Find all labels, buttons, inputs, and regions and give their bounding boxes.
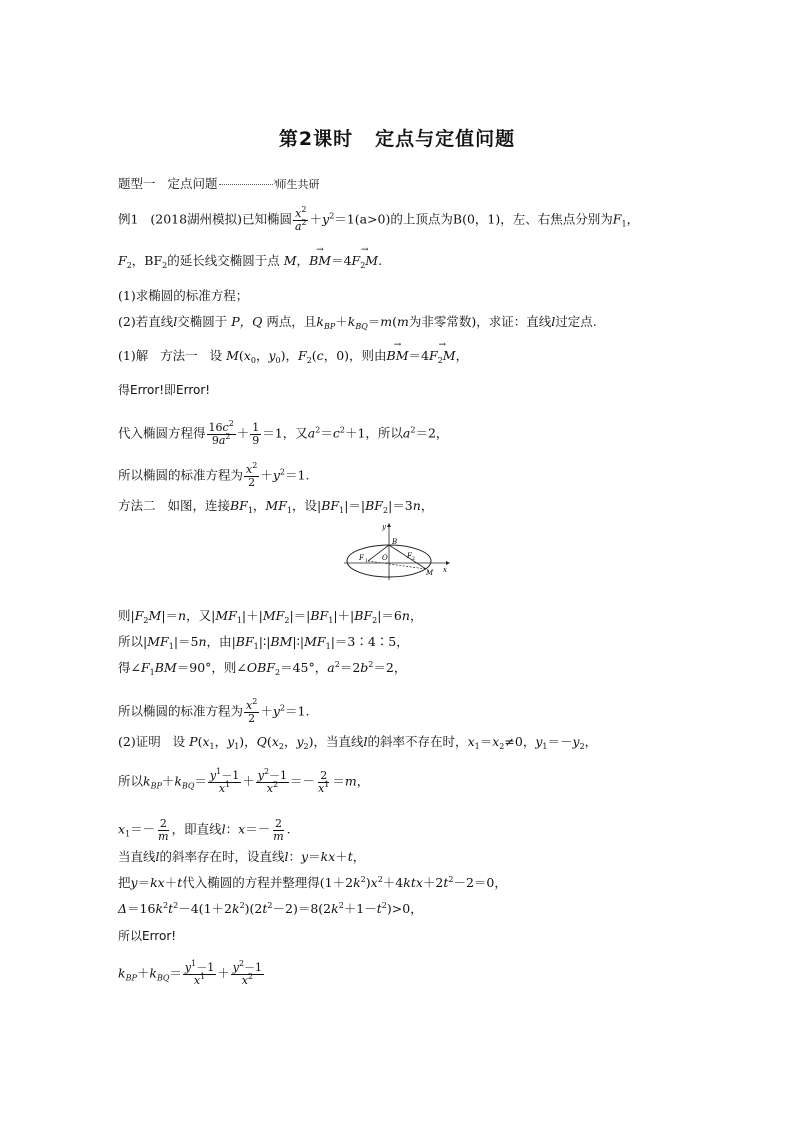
- fraction: $\frac{y^1-1}{x^1}$: [184, 959, 215, 987]
- lesson-topic: 定点与定值问题: [375, 128, 516, 150]
- part-2: (2)若直线l交椭圆于 P，Q 两点，且$k_{BP}+k_{BQ}=m(m$为非零常数)，求证：直线l过定点.: [118, 314, 597, 331]
- relation-line-3: 得$\angle F_1BM=90^\circ$，则$\angle OBF_2=45^\circ$，$a^2=2b^2=2$，: [118, 660, 407, 677]
- example-text: 已知椭圆: [241, 211, 292, 227]
- solution-text: ，即直线: [171, 821, 222, 837]
- solution-text: ，设: [292, 498, 318, 513]
- proof-line-5: 把y＝kx＋t代入椭圆的方程并整理得$(1+2k^2)x^2+4ktx+2t^2-2=0$，: [118, 875, 507, 890]
- part-2-text: (2)若直线: [118, 314, 174, 329]
- label-x: x: [443, 566, 447, 574]
- solution-text: 所以: [118, 634, 144, 649]
- proof-line-1: (2)证明 设 $P(x_1$，$y_1$)，$Q(x_2$，$y_2$)，当直线l的斜率不存在时，$x_1=x_2\ne 0$，$y_1=-y_2$，: [118, 734, 598, 751]
- solution-text: ，则由: [349, 348, 387, 363]
- mode-label: 师生共研: [275, 178, 320, 191]
- proof-line-6: $\Delta=16k^2t^2-4(1+2k^2)(2t^2-2)=8(2k^2+1-t^2)>0$，: [118, 901, 423, 916]
- solution-text: 设: [209, 348, 223, 363]
- label-f2: F: [407, 552, 412, 560]
- section-header: [118, 178, 319, 191]
- label-m: M: [426, 569, 434, 577]
- fraction: $\frac{y^2-1}{x^2}$: [232, 959, 263, 987]
- solution-text: 则: [118, 608, 131, 623]
- part-2-text: 过定点.: [555, 314, 597, 329]
- proof-line-7: $k_{BP}+k_{BQ}=$ $\frac{y^1-1}{x^1}$ ＋ $\frac{y^2-1}{x^2}$: [118, 959, 263, 987]
- part-1: (1)求椭圆的标准方程；: [118, 288, 249, 303]
- method-2-line: 方法二 如图，连接$BF_1$，$MF_1$，设$|BF_1|=|BF_2|=3n$，: [118, 498, 434, 515]
- solution-text: 所以椭圆的标准方程为: [118, 703, 244, 719]
- dotted-arrow-icon: [219, 184, 273, 185]
- example-text: ，左、右焦点分别为: [500, 211, 613, 227]
- standard-eq-1: 所以椭圆的标准方程为 $\frac{x^2}{2}$ $+y^2=1$.: [118, 461, 310, 489]
- example-line-1: 例1 (2018湖州模拟)已知椭圆 $\frac{x^2}{a^2}$ $+y^2=1(a>0)$的上顶点为B(0，1)，左、右焦点分别为$F_1$，: [118, 205, 640, 233]
- solution-text: ＝3∶4∶5，: [334, 634, 409, 649]
- solution-text: ，又: [282, 425, 308, 441]
- label-f2-sub: 2: [412, 557, 415, 562]
- solution-text: ，当直线: [313, 734, 364, 749]
- relation-line-2: 所以$|MF_1|=5n$，由$|BF_1|∶|BM|∶|MF_1|=3∶4∶5$，: [118, 634, 409, 651]
- solution-text: 所以: [118, 773, 144, 789]
- solution-text: 如图，连接: [167, 498, 230, 513]
- proof-line-3: $x_1=-$ $\frac{2}{m}$ ，即直线l：x＝－ $\frac{2}{m}$ .: [118, 817, 291, 843]
- part-2-text: 两点，且: [266, 314, 317, 329]
- solution-text: 得∠: [118, 660, 141, 675]
- example-point-b: B(0，1): [452, 211, 501, 227]
- topic-label: 定点问题: [167, 176, 218, 191]
- solution-text: 设: [172, 734, 186, 749]
- example-line-2: $F_2$，$BF_2$的延长线交椭圆于点 M，→ $BM=4\to F_2M$.: [118, 255, 382, 268]
- part-2-points: P，Q: [231, 314, 263, 329]
- method-label: 方法二: [118, 498, 156, 513]
- solution-line-1: (1)解 方法一 设 $M(x_0$，$y_0$)，$F_2(c$，0)，则由→ $BM=4\to F_2M$，: [118, 350, 468, 363]
- example-text: ，BF: [131, 253, 163, 268]
- fraction: $\frac{2}{m}$: [158, 817, 169, 843]
- x-axis-arrow: [446, 561, 450, 565]
- solution-text: ＝90°，则∠: [176, 660, 247, 675]
- proof-line-4: 当直线l的斜率存在时，设直线l：y＝kx＋t，: [118, 849, 366, 864]
- error-line-1: 得Error!即Error!: [118, 383, 211, 397]
- solution-text: 把: [118, 875, 131, 890]
- solution-text: 当直线: [118, 849, 156, 864]
- lesson-number: 第2课时: [278, 128, 354, 150]
- example-text: 的上顶点为: [390, 211, 453, 227]
- solution-label: (1)解: [118, 348, 149, 363]
- solution-text: ，又: [186, 608, 212, 623]
- ellipse-figure: [342, 520, 454, 582]
- fraction: $\frac{1}{9}$: [252, 421, 260, 447]
- solution-text: 代入椭圆的方程并整理得: [182, 875, 320, 890]
- part-2-text: 交椭圆于: [177, 314, 228, 329]
- fraction: $\frac{2}{x^1}$: [318, 769, 330, 795]
- label-b: B: [392, 538, 398, 546]
- method-label: 方法一: [160, 348, 198, 363]
- fraction: $\frac{y^2-1}{x^2}$: [257, 767, 288, 795]
- y-axis-arrow: [387, 523, 391, 527]
- substitution-line: 代入椭圆方程得 $\frac{16c^2}{9a^2}$ ＋ $\frac{1}{9}$ ＝1，又$a^2=c^2+1$，所以$a^2=2$，: [118, 419, 449, 447]
- part-2-text: 为非零常数)，求证：直线: [408, 314, 552, 329]
- solution-text: ＝45°，: [280, 660, 328, 675]
- label-f1: F: [359, 554, 364, 562]
- solution-text: 的斜率存在时，设直线: [159, 849, 285, 864]
- segment-f1m: [368, 561, 426, 569]
- fraction: $\frac{2}{m}$: [273, 817, 284, 843]
- point-m: M: [283, 253, 297, 268]
- fraction: $\frac{x^2}{2}$: [246, 461, 258, 489]
- example-source: (2018湖州模拟): [150, 211, 242, 227]
- example-label: 例1: [118, 211, 139, 227]
- standard-eq-2: 所以椭圆的标准方程为 $\frac{x^2}{2}$ $+y^2=1$.: [118, 697, 310, 725]
- page-title: [0, 124, 794, 151]
- solution-text: 代入椭圆方程得: [118, 425, 206, 441]
- example-condition: (a>0): [354, 211, 391, 227]
- solution-text: 的斜率不存在时，: [367, 734, 468, 749]
- proof-line-2: 所以$k_{BP}+k_{BQ}=$ $\frac{y^1-1}{x^1}$ ＋ $\frac{y^2-1}{x^2}$ ＝－ $\frac{2}{x^1}$ ＝m，: [118, 767, 370, 795]
- label-f1-sub: 1: [365, 559, 368, 564]
- focus-label: F: [118, 253, 127, 268]
- fraction: $\frac{y^1-1}{x^1}$: [209, 767, 240, 795]
- type-label: 题型一: [118, 176, 156, 191]
- example-text: 的延长线交椭圆于点: [167, 253, 280, 268]
- solution-text: 所以椭圆的标准方程为: [118, 467, 244, 483]
- proof-label: (2)证明: [118, 734, 161, 749]
- label-y: y: [382, 523, 386, 531]
- relation-line-1: 则$|F_2M|=n$，又$|MF_1|+|MF_2|=|BF_1|+|BF_2|=6n$，: [118, 608, 423, 625]
- label-o: O: [382, 554, 388, 562]
- solution-text: ，由: [206, 634, 232, 649]
- error-line-2: 所以Error!: [118, 929, 177, 943]
- solution-text: ，所以: [365, 425, 403, 441]
- fraction: $\frac{16c^2}{9a^2}$: [208, 419, 234, 447]
- fraction: $\frac{x^2}{2}$: [246, 697, 258, 725]
- focus-label: F: [612, 211, 622, 227]
- fraction: $\frac{x^2}{a^2}$: [294, 205, 307, 233]
